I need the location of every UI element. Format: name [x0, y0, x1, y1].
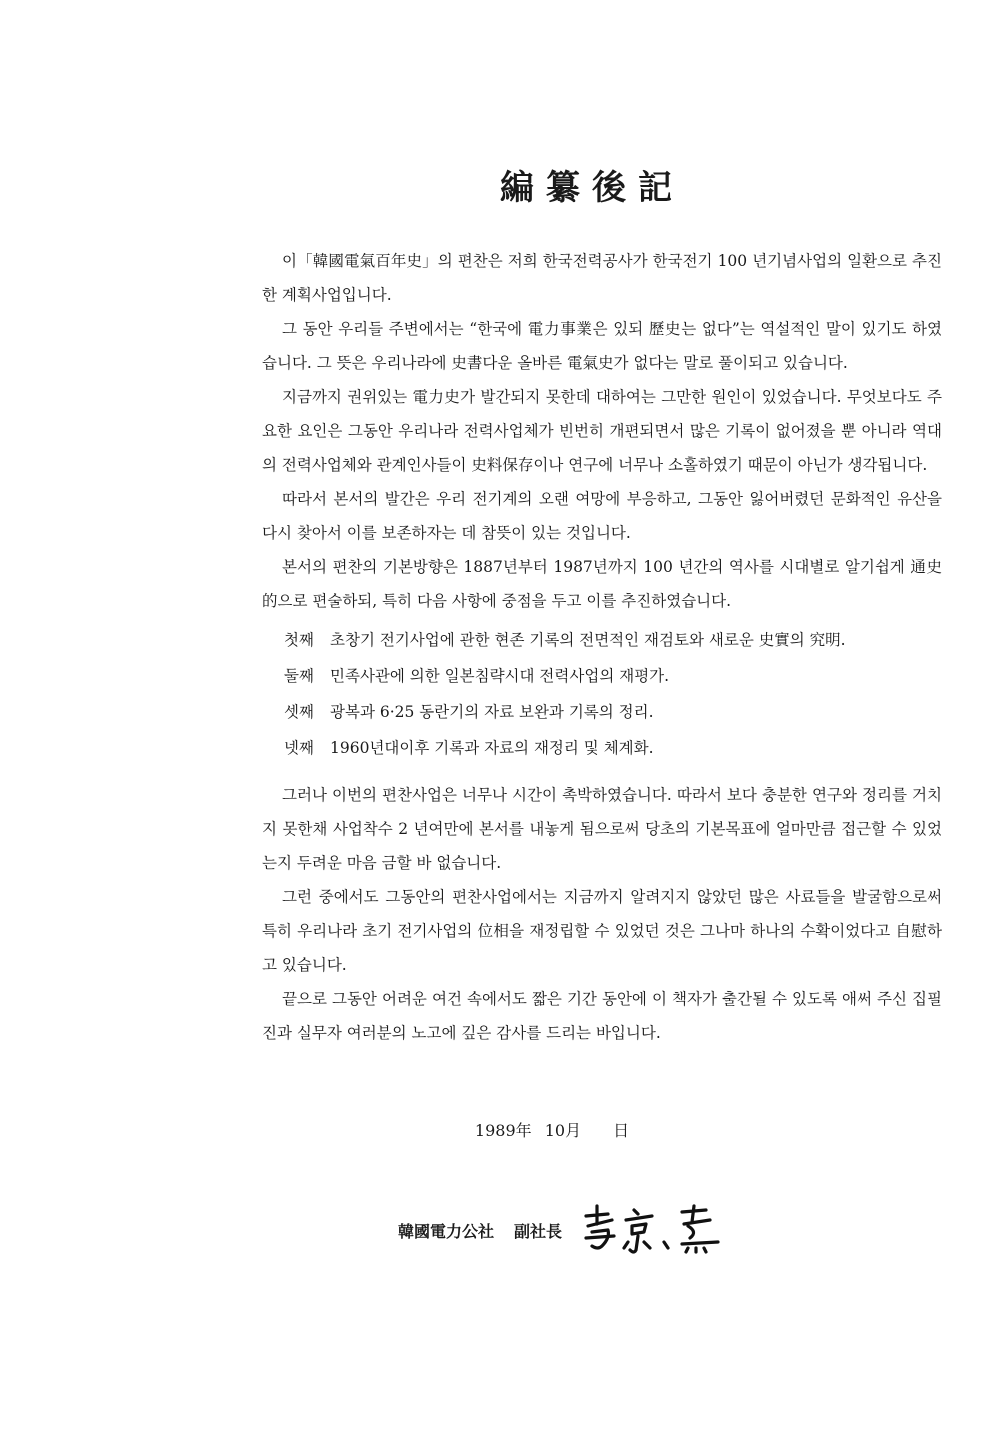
signature-block	[398, 1202, 728, 1258]
date-line: 1989年 10月 日	[474, 1121, 630, 1140]
position-title: 副社長	[514, 1221, 563, 1241]
list-text: 민족사관에 의한 일본침략시대 전력사업의 재평가.	[330, 667, 670, 685]
paragraph-7: 그런 중에서도 그동안의 편찬사업에서는 지금까지 알려지지 않았던 많은 사료들을 발굴함으로써 특히 우리나라 초기 전기사업의 位相을 재정립할 수 있었던 것은 그나마 하나의 수확이었다고 自慰하고 있습니다.	[262, 888, 942, 974]
list-ordinal: 첫째	[284, 631, 314, 649]
paragraph-5: 본서의 편찬의 기본방향은 1887년부터 1987년까지 100 년간의 역사를 시대별로 알기쉽게 通史的으로 편술하되, 특히 다음 사항에 중점을 두고 이를 추진하였습니다.	[262, 558, 942, 610]
list-text: 초창기 전기사업에 관한 현존 기록의 전면적인 재검토와 새로운 史實의 究明.	[330, 631, 846, 649]
list-text: 1960년대이후 기록과 자료의 재정리 및 체계화.	[330, 739, 654, 757]
paragraph-6: 그러나 이번의 편찬사업은 너무나 시간이 촉박하였습니다. 따라서 보다 충분한 연구와 정리를 거치지 못한채 사업착수 2 년여만에 본서를 내놓게 됨으로써 당초의 기본목표에 얼마만큼 접근할 수 있었는지 두려운 마음 금할 바 없습니다.	[262, 786, 942, 872]
list-text: 광복과 6·25 동란기의 자료 보완과 기록의 정리.	[330, 703, 654, 721]
list-ordinal: 넷째	[284, 739, 314, 757]
paragraph-2: 그 동안 우리들 주변에서는 “한국에 電力事業은 있되 歷史는 없다”는 역설적인 말이 있기도 하였습니다. 그 뜻은 우리나라에 史書다운 올바른 電氣史가 없다는 말로 풀이되고 있습니다.	[262, 320, 942, 372]
page-title: 編纂後記	[500, 168, 684, 208]
list-item	[284, 694, 942, 730]
body-text	[262, 244, 942, 1050]
organization-name: 韓國電力公社	[398, 1221, 495, 1241]
paragraph-3: 지금까지 권위있는 電力史가 발간되지 못한데 대하여는 그만한 원인이 있었습니다. 무엇보다도 주요한 요인은 그동안 우리나라 전력사업체가 빈번히 개편되면서 많은 기록이 없어졌을 뿐 아니라 역대의 전력사업체와 관계인사들이 史料保存이나 연구에 너무나 소홀하였기 때문이 아닌가 생각됩니다.	[262, 388, 942, 474]
paragraph-8: 끝으로 그동안 어려운 여건 속에서도 짧은 기간 동안에 이 책자가 출간될 수 있도록 애써 주신 집필진과 실무자 여러분의 노고에 깊은 감사를 드리는 바입니다.	[262, 990, 942, 1042]
list-ordinal: 둘째	[284, 667, 314, 685]
list-item	[284, 730, 942, 766]
paragraph-1: 이「韓國電氣百年史」의 편찬은 저희 한국전력공사가 한국전기 100 년기념사업의 일환으로 추진한 계획사업입니다.	[262, 252, 942, 304]
list-item	[284, 658, 942, 694]
handwritten-signature	[578, 1202, 728, 1258]
list-ordinal: 셋째	[284, 703, 314, 721]
paragraph-4: 따라서 본서의 발간은 우리 전기계의 오랜 여망에 부응하고, 그동안 잃어버렸던 문화적인 유산을 다시 찾아서 이를 보존하자는 데 참뜻이 있는 것입니다.	[262, 490, 942, 542]
list-item	[284, 622, 942, 658]
priority-list	[262, 622, 942, 766]
